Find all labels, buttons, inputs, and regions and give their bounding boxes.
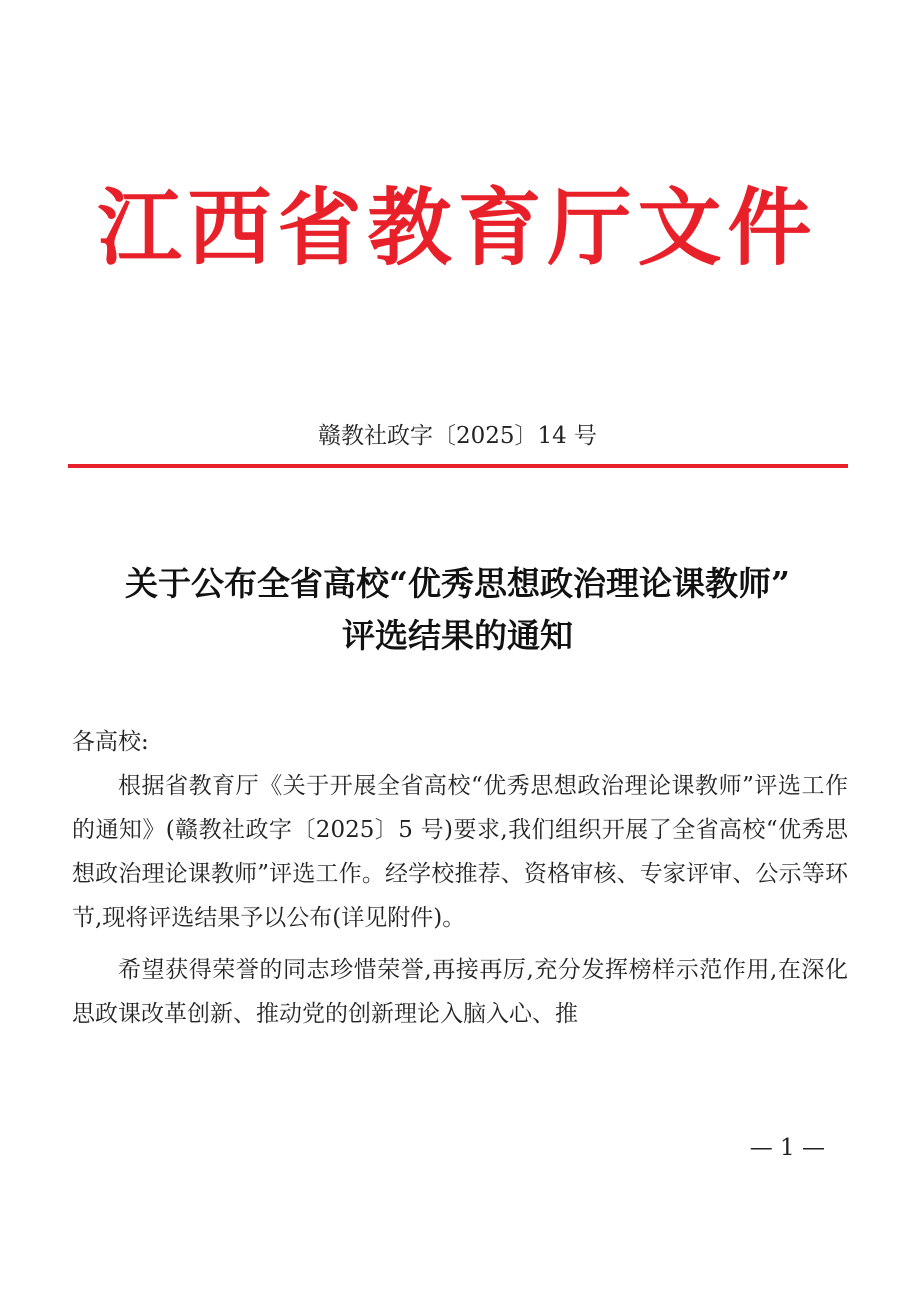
body-paragraph-2: 希望获得荣誉的同志珍惜荣誉,再接再厉,充分发挥榜样示范作用,在深化思政课改革创新、推动党的创新理论入脑入心、推 (72, 957, 848, 1027)
document-body (72, 720, 848, 1036)
page-number: — 1 — (749, 1135, 825, 1161)
red-divider-line (68, 464, 848, 468)
title-line-1: 关于公布全省高校“优秀思想政治理论课教师” (125, 564, 790, 603)
body-paragraph-1: 根据省教育厅《关于开展全省高校“优秀思想政治理论课教师”评选工作的通知》(赣教社政字〔2025〕5 号)要求,我们组织开展了全省高校“优秀思想政治理论课教师”评选工作。经学校推荐、资格审核、专家评审、公示等环节,现将评选结果予以公布(详见附件)。 (72, 773, 848, 931)
title-line-2: 评选结果的通知 (342, 616, 573, 655)
salutation: 各高校: (72, 729, 149, 755)
document-number: 赣教社政字〔2025〕14 号 (317, 423, 598, 449)
document-title (40, 558, 875, 662)
issuer-masthead: 江西省教育厅文件 (97, 178, 818, 277)
